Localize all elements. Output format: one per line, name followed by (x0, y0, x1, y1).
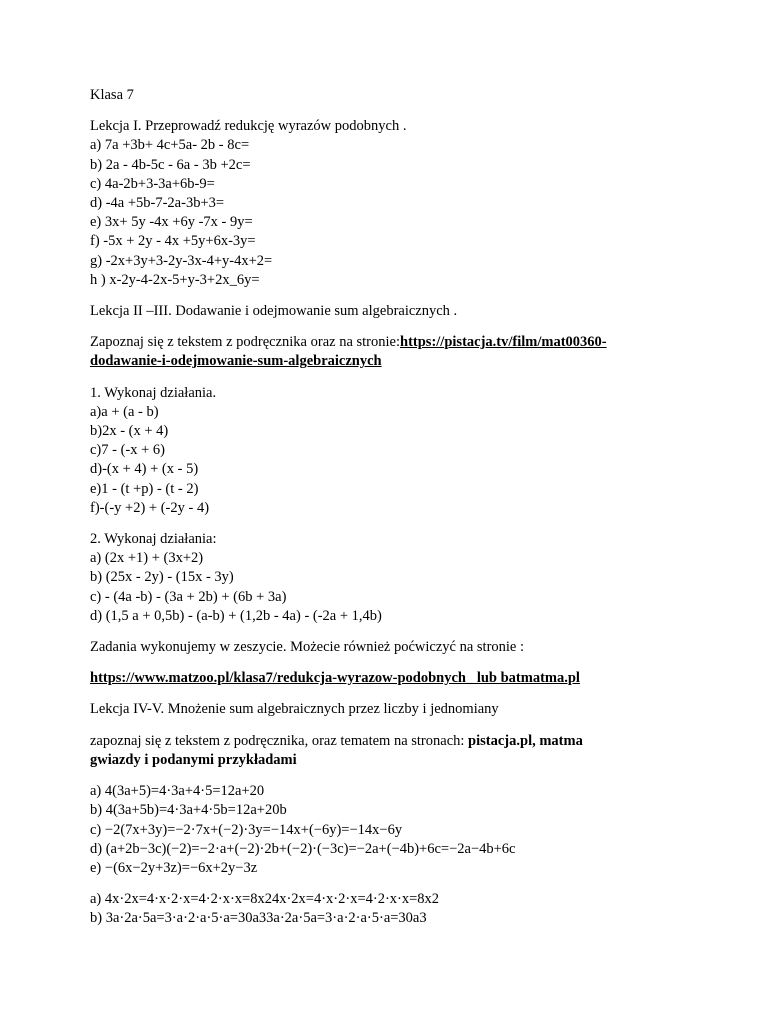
example-line: b) 3a·2a·5a=3·a·2·a·5·a=30a33a·2a·5a=3·a·2·a·5·a=30a3 (90, 910, 427, 927)
pistacja-link-cont[interactable]: dodawanie-i-odejmowanie-sum-algebraicznych (90, 353, 382, 370)
document-page (90, 86, 710, 929)
exercise2-item: b) (25x - 2y) - (15x - 3y) (90, 569, 234, 586)
exercise2-item: c) - (4a -b) - (3a + 2b) + (6b + 3a) (90, 588, 287, 605)
lesson1-item: c) 4a-2b+3-3a+6b-9= (90, 175, 215, 192)
exercise1-item: a)a + (a - b) (90, 403, 159, 420)
lesson1-item: d) -4a +5b-7-2a-3b+3= (90, 195, 225, 212)
exercise1-item: d)-(x + 4) + (x - 5) (90, 461, 199, 478)
example-line: a) 4x·2x=4·x·2·x=4·2·x·x=8x24x·2x=4·x·2·x=4·2·x·x=8x2 (90, 891, 440, 908)
lesson3-intro-cont: gwiazdy i podanymi przykładami (90, 751, 297, 768)
lesson2-intro (90, 333, 710, 352)
exercise2-item: d) (1,5 a + 0,5b) - (a-b) + (1,2b - 4a) - (-2a + 1,4b) (90, 607, 382, 624)
lesson3-intro-text: zapoznaj się z tekstem z podręcznika, oraz tematem na stronach: (90, 732, 469, 749)
example-line: e) −(6x−2y+3z)=−6x+2y−3z (90, 859, 258, 876)
lesson1-item: b) 2a - 4b-5c - 6a - 3b +2c= (90, 156, 251, 173)
class-title: Klasa 7 (90, 87, 134, 103)
example-line: b) 4(3a+5b)=4·3a+4·5b=12a+20b (90, 802, 287, 819)
lesson1-item: f) -5x + 2y - 4x +5y+6x-3y= (90, 233, 256, 250)
practice-link-line (90, 669, 710, 688)
lesson3-intro-sources: pistacja.pl, matma (468, 732, 583, 749)
lesson1-item: g) -2x+3y+3-2y-3x-4+y-4x+2= (90, 252, 273, 269)
lesson2-heading: Lekcja II –III. Dodawanie i odejmowanie sum algebraicznych . (90, 303, 458, 320)
exercise2-item: a) (2x +1) + (3x+2) (90, 550, 204, 567)
lesson3-intro (90, 732, 710, 751)
exercise1-item: f)-(-y +2) + (-2y - 4) (90, 499, 210, 516)
lesson2-intro-text: Zapoznaj się z tekstem z podręcznika oraz na stronie: (90, 334, 401, 351)
exercise2-title: 2. Wykonaj działania: (90, 531, 217, 548)
pistacja-link[interactable]: https://pistacja.tv/film/mat00360- (400, 334, 607, 351)
exercise1-title: 1. Wykonaj działania. (90, 384, 217, 401)
lesson1-item: e) 3x+ 5y -4x +6y -7x - 9y= (90, 214, 253, 231)
exercise1-item: c)7 - (-x + 6) (90, 442, 166, 459)
matzoo-link[interactable]: https://www.matzoo.pl/klasa7/redukcja-wyrazow-podobnych_ lub batmatma.pl (90, 670, 580, 687)
lesson3-heading: Lekcja IV-V. Mnożenie sum algebraicznych przez liczby i jednomiany (90, 701, 499, 718)
lesson1-heading: Lekcja I. Przeprowadź redukcję wyrazów podobnych . (90, 118, 407, 135)
exercise1-item: e)1 - (t +p) - (t - 2) (90, 480, 199, 497)
example-line: d) (a+2b−3c)(−2)=−2·a+(−2)·2b+(−2)·(−3c)=−2a+(−4b)+6c=−2a−4b+6c (90, 840, 516, 857)
lesson2-intro-cont (90, 352, 710, 371)
homework-note: Zadania wykonujemy w zeszycie. Możecie również poćwiczyć na stronie : (90, 639, 525, 656)
example-line: a) 4(3a+5)=4·3a+4·5=12a+20 (90, 783, 265, 800)
lesson1-item: a) 7a +3b+ 4c+5a- 2b - 8c= (90, 137, 250, 154)
lesson1-item: h ) x-2y-4-2x-5+y-3+2x_6y= (90, 271, 260, 288)
example-line: c) −2(7x+3y)=−2·7x+(−2)·3y=−14x+(−6y)=−14x−6y (90, 821, 403, 838)
exercise1-item: b)2x - (x + 4) (90, 423, 169, 440)
